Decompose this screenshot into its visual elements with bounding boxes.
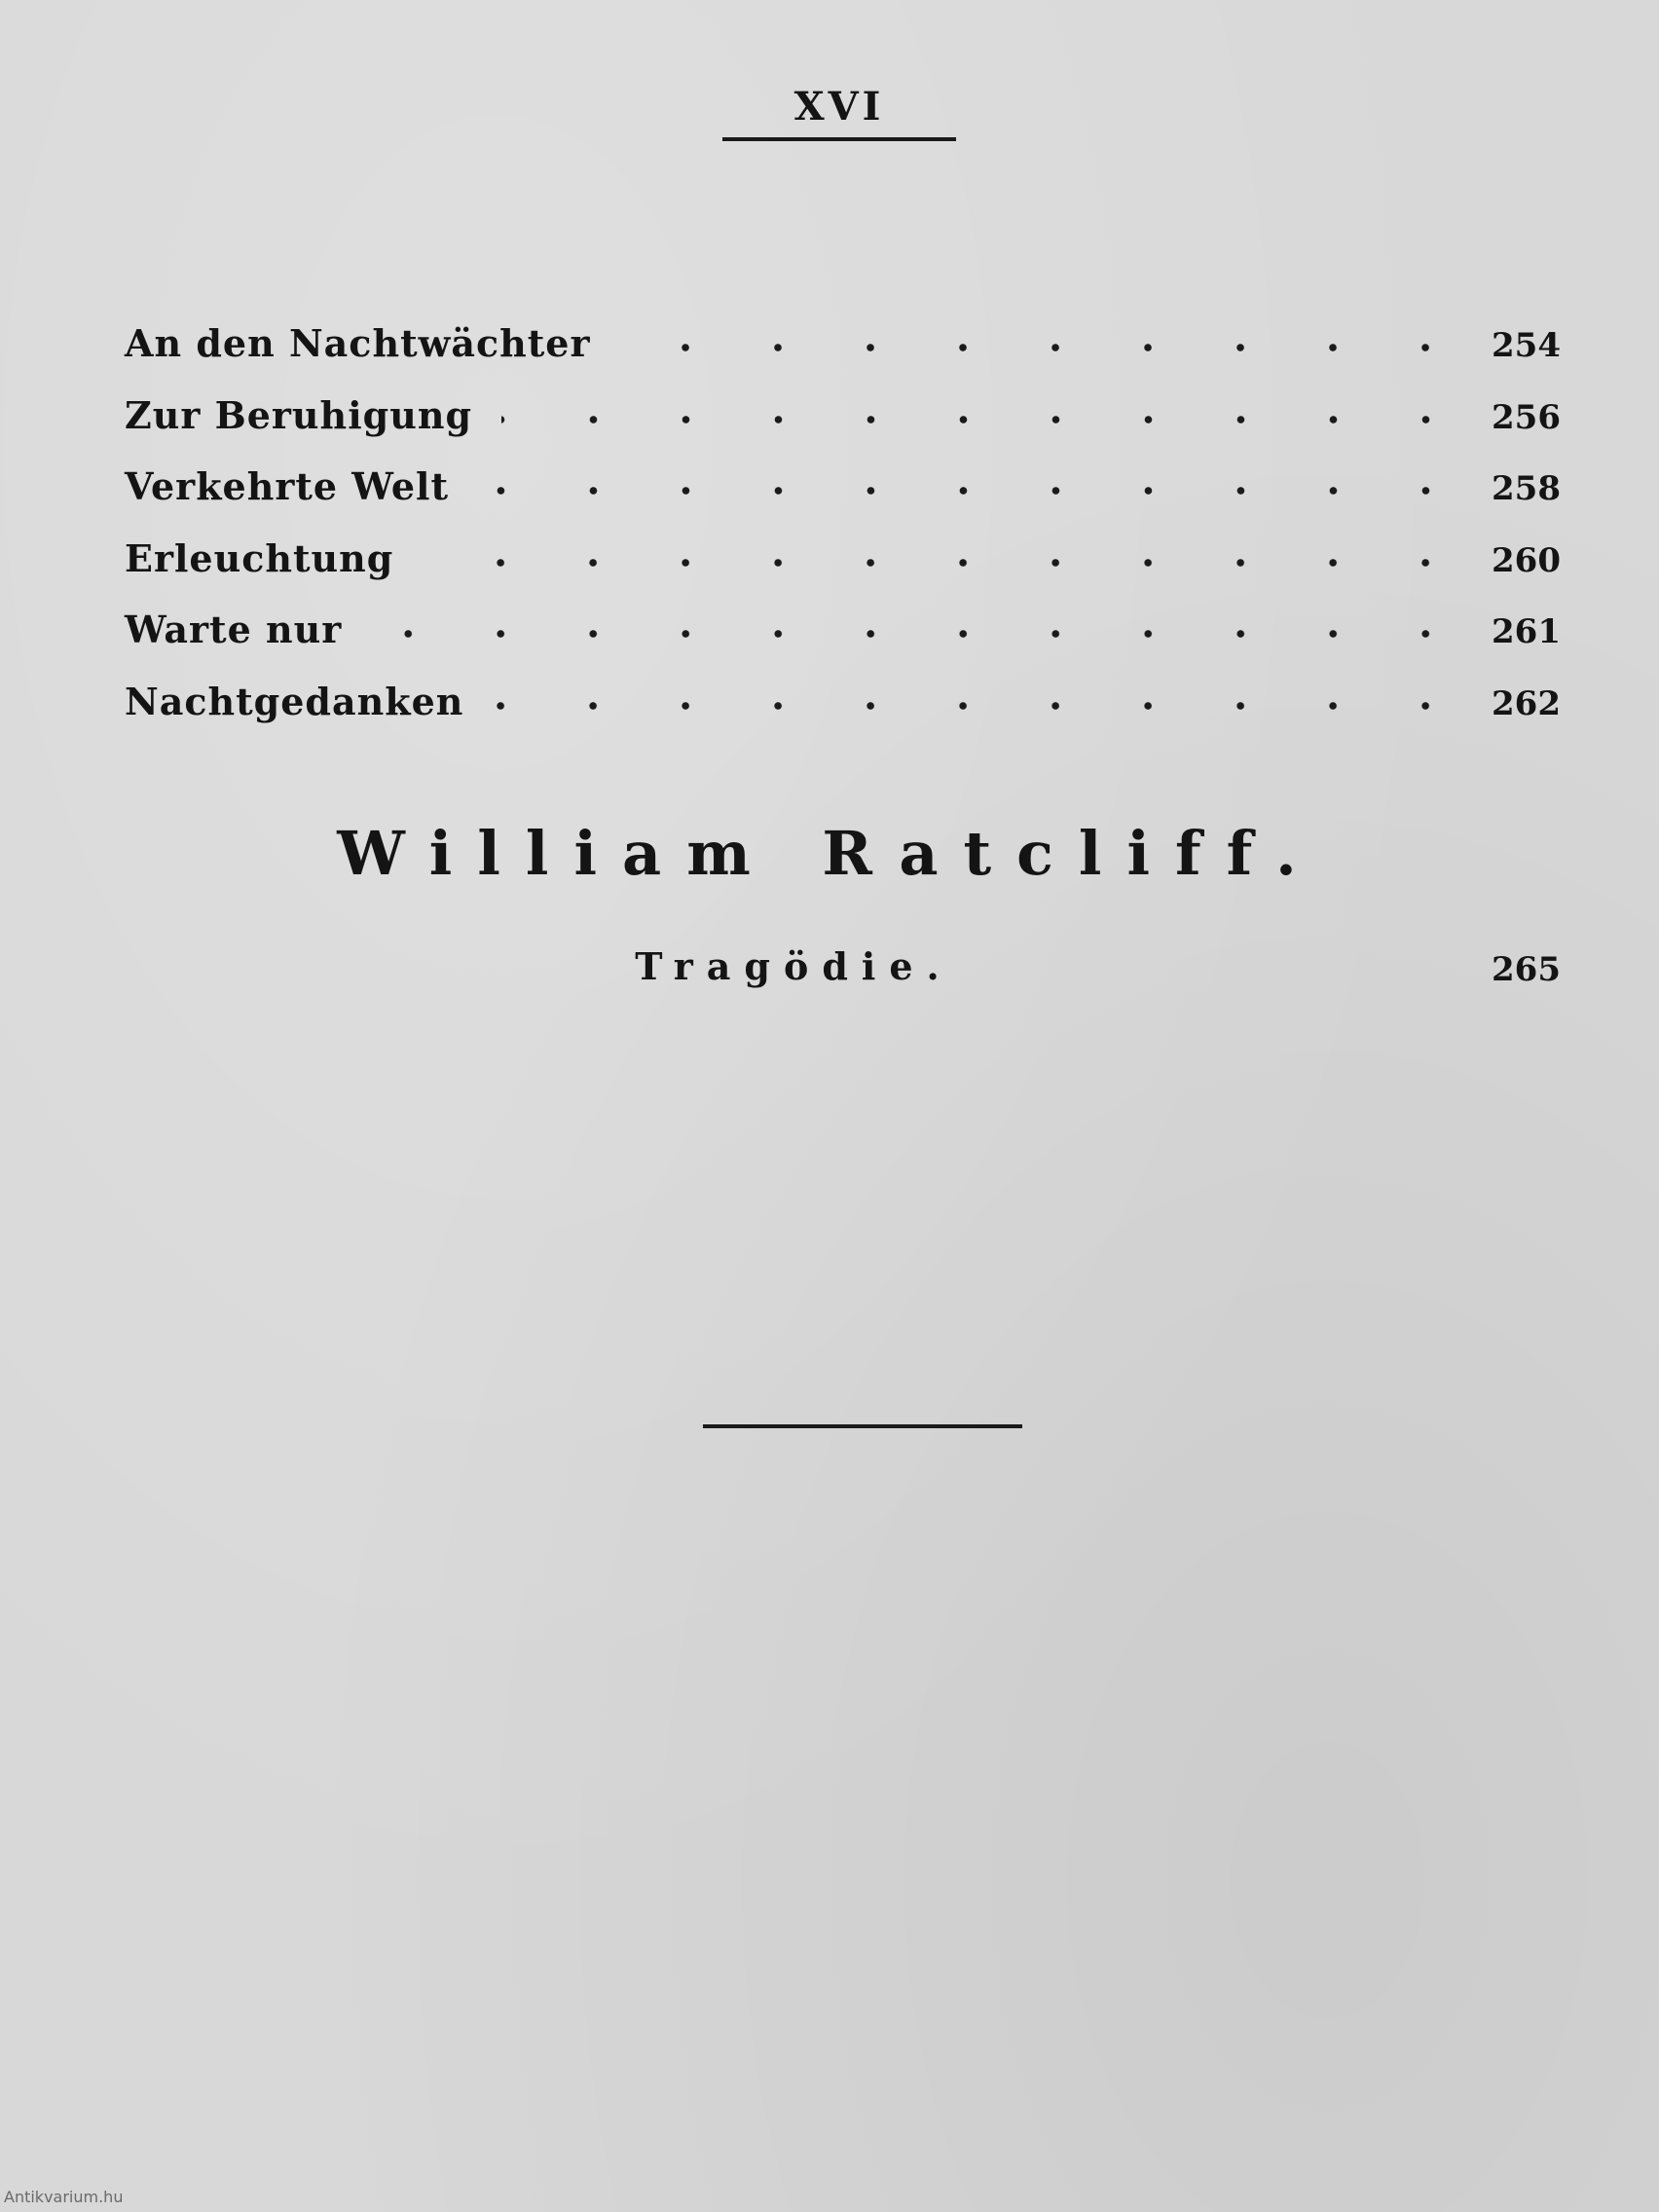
- toc-entry-page: 254: [1492, 326, 1561, 365]
- toc-entry: [125, 464, 1561, 536]
- toc-entry: [125, 393, 1561, 465]
- toc-entry-title: Zur Beruhigung: [125, 392, 473, 437]
- toc-entry-page: 261: [1492, 612, 1561, 651]
- toc-entry-title: Erleuchtung: [125, 535, 394, 580]
- section-page: 265: [1492, 950, 1561, 989]
- toc-leader-dots: [423, 558, 1472, 568]
- toc-leader-dots: [493, 701, 1472, 711]
- toc-entry: [125, 536, 1561, 608]
- toc-leader-dots: [501, 415, 1472, 424]
- toc-entry-page: 256: [1492, 397, 1561, 437]
- section-title: William Ratcliff.: [337, 818, 1322, 889]
- toc-entry-page: 260: [1492, 540, 1561, 580]
- toc-entry-title: An den Nachtwächter: [125, 321, 591, 365]
- toc-leader-dots: [478, 486, 1472, 496]
- toc-entry: [125, 680, 1561, 752]
- table-of-contents: [125, 321, 1561, 751]
- page-number: XVI: [793, 84, 885, 129]
- footer-rule: [703, 1424, 1022, 1428]
- toc-entry-title: Verkehrte Welt: [125, 464, 450, 508]
- section-subtitle: Tragödie.: [635, 944, 953, 988]
- header-rule: [722, 137, 956, 141]
- toc-entry-page: 258: [1492, 469, 1561, 508]
- toc-entry: [125, 321, 1561, 393]
- toc-entry: [125, 608, 1561, 680]
- toc-entry-title: Warte nur: [125, 608, 343, 651]
- toc-leader-dots: [371, 629, 1472, 639]
- toc-leader-dots: [619, 343, 1472, 352]
- toc-entry-page: 262: [1492, 683, 1561, 723]
- toc-entry-title: Nachtgedanken: [125, 679, 464, 723]
- watermark: Antikvarium.hu: [4, 2188, 124, 2206]
- section-subtitle-row: [125, 944, 1561, 1003]
